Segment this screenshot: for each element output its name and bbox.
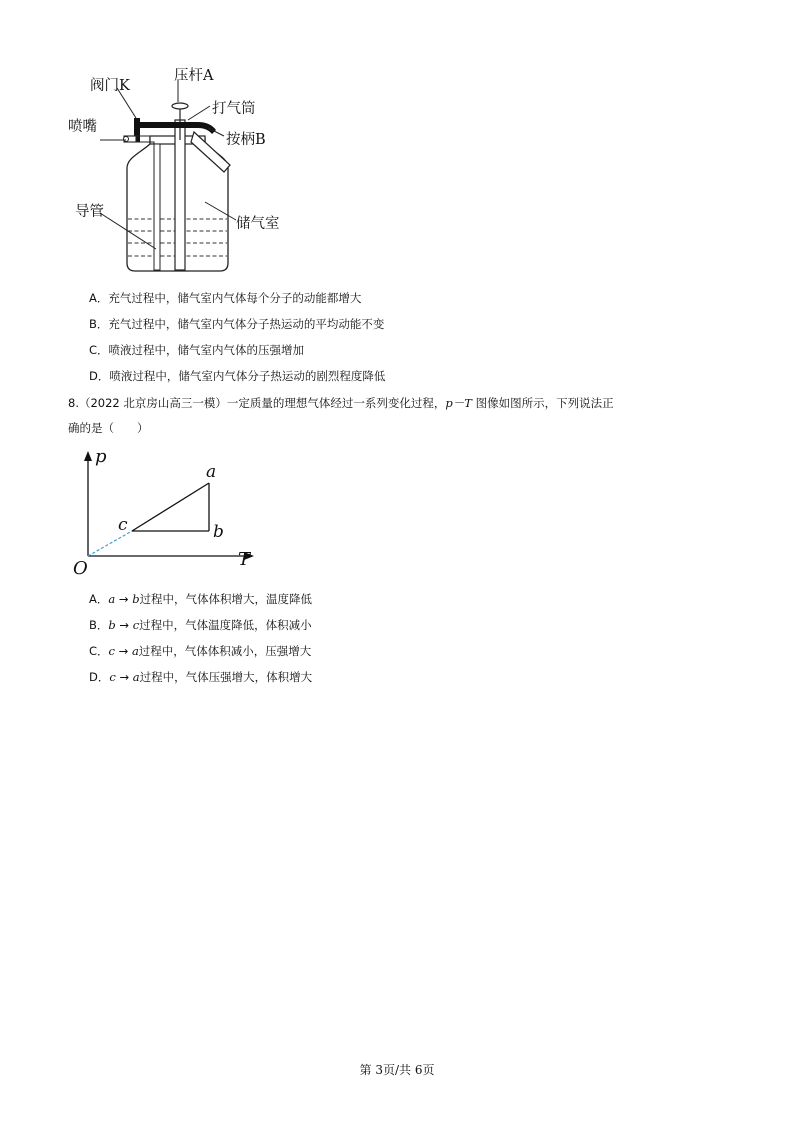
arrow-icon: → [115, 592, 133, 606]
q7-option-b [89, 316, 384, 332]
option-to: b [132, 592, 140, 606]
q8-option-c [89, 643, 311, 659]
option-letter: C． [89, 644, 109, 658]
arrow-icon: → [114, 644, 132, 658]
option-to: a [131, 644, 139, 658]
q7-option-d [89, 368, 385, 384]
label-valve-k: 阀门K [90, 78, 130, 94]
point-b-label: b [213, 522, 224, 542]
q8-option-a [89, 591, 312, 607]
label-tube: 导管 [75, 204, 104, 220]
option-letter: B． [89, 317, 109, 331]
q8-option-b [89, 617, 312, 633]
option-text: 充气过程中，储气室内气体每个分子的动能都增大 [108, 291, 362, 305]
arrow-icon: → [115, 618, 133, 632]
q7-option-a [89, 290, 361, 306]
label-rod-a: 压杆A [174, 68, 214, 84]
t-axis-label: T [238, 549, 251, 570]
option-from: c [109, 670, 116, 684]
option-text: 充气过程中，储气室内气体分子热运动的平均动能不变 [108, 317, 385, 331]
option-text: 过程中，气体温度降低，体积减小 [139, 618, 312, 632]
p-axis-arrow [84, 451, 92, 461]
option-text: 过程中，气体压强增大，体积增大 [139, 670, 313, 684]
option-from: a [108, 592, 116, 606]
option-letter: A． [89, 592, 109, 606]
question-number: 8. [68, 396, 79, 410]
point-a-label: a [206, 462, 217, 482]
pt-graph [68, 448, 258, 583]
option-from: c [108, 644, 115, 658]
p-axis-label: p [95, 446, 107, 467]
question-source: （2022 北京房山高三一模） [78, 396, 227, 410]
q8-option-d [89, 669, 312, 685]
option-from: b [108, 618, 116, 632]
option-text: 喷液过程中，储气室内气体分子热运动的剧烈程度降低 [109, 369, 386, 383]
label-chamber: 储气室 [236, 216, 280, 232]
q7-option-c [89, 342, 304, 358]
label-handle-b: 按柄B [226, 132, 266, 148]
option-letter: C． [89, 343, 109, 357]
option-text: 喷液过程中，储气室内气体的压强增加 [108, 343, 305, 357]
line-c-a [132, 483, 209, 531]
option-letter: D． [89, 369, 110, 383]
arrow-icon: → [115, 670, 133, 684]
option-text: 过程中，气体体积增大，温度降低 [139, 592, 313, 606]
option-letter: D． [89, 670, 110, 684]
question-stem-cont: 图像如图所示，下列说法正 [471, 396, 614, 410]
option-text: 过程中，气体体积减小，压强增大 [138, 644, 312, 658]
option-to: c [132, 618, 140, 632]
option-letter: A． [89, 291, 109, 305]
q8-stem-line2: 确的是（ ） [68, 421, 149, 435]
question-math: p－T [445, 396, 472, 410]
point-c-label: c [118, 515, 128, 535]
option-letter: B． [89, 618, 109, 632]
q8-stem-line1 [68, 395, 614, 411]
origin-label: O [73, 558, 88, 579]
pt-graph-svg [68, 448, 258, 583]
label-pump: 打气筒 [212, 101, 256, 117]
label-nozzle: 喷嘴 [68, 119, 97, 135]
question-stem: 一定质量的理想气体经过一系列变化过程， [226, 396, 446, 410]
page-footer: 第 3页/共 6页 [359, 1063, 435, 1077]
option-to: a [132, 670, 140, 684]
